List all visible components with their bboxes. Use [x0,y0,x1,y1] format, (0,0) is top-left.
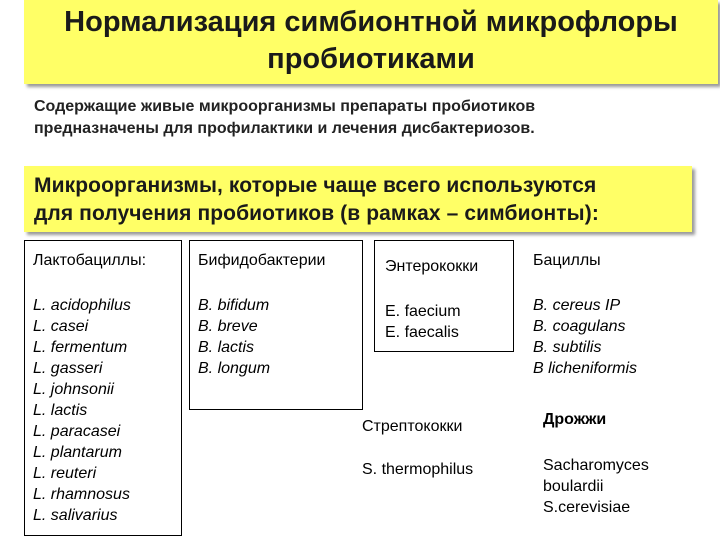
lactobacilli-list [33,295,131,526]
list-item: L. gasseri [33,360,103,377]
list-item: L. rhamnosus [33,486,130,503]
subtitle-line-1: Микроорганизмы, которые чаще всего используются [34,174,597,197]
list-item: L. plantarum [33,444,122,461]
list-item: E. faecium [385,303,461,320]
list-item: B. longum [198,360,271,377]
lactobacilli-heading: Лактобациллы: [33,252,147,269]
bacilli-heading: Бациллы [533,252,601,269]
list-item: B. breve [198,318,258,335]
list-item: L. reuteri [33,465,97,482]
streptococci-heading: Стрептококки [362,418,463,435]
list-item: boulardii [543,478,604,495]
list-item: Sacharomyces [543,457,649,474]
list-item: L. casei [33,318,89,335]
intro-line-2: предназначены для профилактики и лечения дисбактериозов. [34,120,535,137]
intro-paragraph [34,96,694,140]
list-item: B. lactis [198,339,255,356]
subtitle-line-2: для получения пробиотиков (в рамках – симбионты): [34,202,599,225]
list-item: S.cerevisiae [543,499,631,516]
list-item: L. lactis [33,402,88,419]
list-item: L. paracasei [33,423,121,440]
list-item: E. faecalis [385,324,459,341]
bacilli-list [533,295,637,379]
yeasts-list [543,455,649,518]
list-item: L. acidophilus [33,297,131,314]
page-title [24,4,718,78]
list-item: B licheniformis [533,360,638,377]
title-line-1: Нормализация симбионтной микрофлоры [64,6,678,38]
list-item: L. johnsonii [33,381,114,398]
subtitle [34,172,694,228]
list-item: B. subtilis [533,339,602,356]
intro-line-1: Содержащие живые микроорганизмы препараты пробиотиков [34,98,536,115]
list-item: B. coagulans [533,318,626,335]
yeasts-heading: Дрожжи [543,411,607,428]
list-item: B. cereus IP [533,297,621,314]
bifidobacteria-heading: Бифидобактерии [198,252,326,269]
list-item: L. fermentum [33,339,128,356]
bifidobacteria-list [198,295,270,379]
enterococci-heading: Энтерококки [385,258,479,275]
list-item: B. bifidum [198,297,270,314]
streptococci-list [362,459,473,480]
list-item: S. thermophilus [362,461,474,478]
list-item: L. salivarius [33,507,118,524]
enterococci-list [385,301,461,343]
title-line-2: пробиотиками [267,43,475,75]
